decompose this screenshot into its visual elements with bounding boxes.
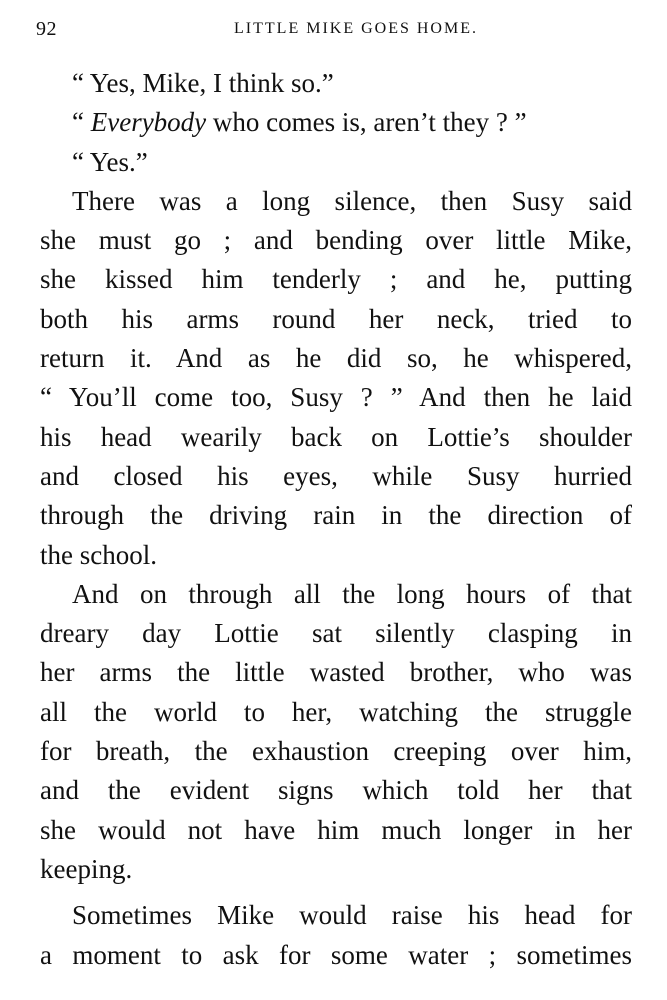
paragraph-line: her arms the little wasted brother, who was bbox=[40, 657, 632, 688]
dialogue-line-3: “ Yes.” bbox=[72, 146, 148, 177]
dialogue-line-2-rest: who comes is, aren’t they ? ” bbox=[206, 107, 527, 138]
paragraph-line: she kissed him tenderly ; and he, putting bbox=[40, 264, 632, 295]
page-number: 92 bbox=[36, 18, 57, 40]
running-title: LITTLE MIKE GOES HOME. bbox=[234, 20, 478, 37]
paragraph-line: “ You’ll come too, Susy ? ” And then he laid bbox=[40, 382, 632, 413]
paragraph-line: Sometimes Mike would raise his head for bbox=[72, 900, 632, 931]
paragraph-line: and the evident signs which told her that bbox=[40, 775, 632, 806]
page-header bbox=[36, 10, 636, 40]
paragraph-line: his head wearily back on Lottie’s shoulder bbox=[40, 421, 632, 452]
paragraph-line: return it. And as he did so, he whispered, bbox=[40, 343, 632, 374]
paragraph-line: There was a long silence, then Susy said bbox=[72, 185, 632, 216]
dialogue-line-2 bbox=[40, 103, 632, 142]
paragraph-line: all the world to her, watching the struggle bbox=[40, 696, 632, 727]
paragraph-line: she must go ; and bending over little Mike, bbox=[40, 225, 632, 256]
dialogue-line-1: “ Yes, Mike, I think so.” bbox=[72, 68, 334, 98]
paragraph-line: for breath, the exhaustion creeping over him, bbox=[40, 736, 632, 767]
paragraph-line: and closed his eyes, while Susy hurried bbox=[40, 460, 632, 491]
paragraph-line: the school. bbox=[40, 539, 157, 570]
paragraph-line: both his arms round her neck, tried to bbox=[40, 303, 632, 334]
paragraph-line: through the driving rain in the direction of bbox=[40, 500, 632, 531]
emphasized-word: Everybody bbox=[90, 107, 207, 138]
paragraph-line: And on through all the long hours of that bbox=[72, 578, 632, 609]
paragraph-line: keeping. bbox=[40, 853, 133, 884]
paragraph-line: a moment to ask for some water ; sometimes bbox=[40, 939, 632, 970]
paragraph-line: dreary day Lottie sat silently clasping in bbox=[40, 618, 632, 649]
body-text bbox=[40, 64, 632, 975]
paragraph-gap bbox=[40, 889, 632, 896]
paragraph-line: she would not have him much longer in her bbox=[40, 814, 632, 845]
dialogue-line-2-open: “ bbox=[72, 107, 91, 138]
